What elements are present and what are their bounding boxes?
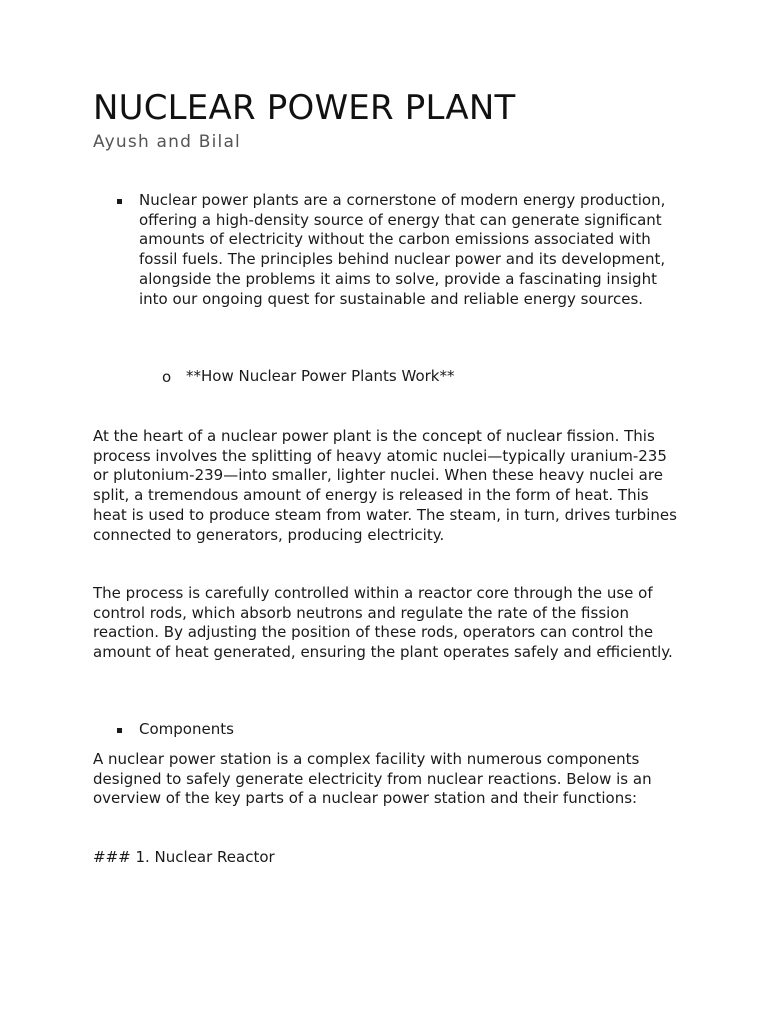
- paragraph-components: A nuclear power station is a complex facility with numerous components designed to safely generate electricity from nuclear reactions. Below is an overview of the key parts of a nuclear power station and their functions:: [93, 750, 652, 808]
- paragraph-fission: At the heart of a nuclear power plant is the concept of nuclear fission. This process involves the splitting of heavy atomic nuclei—typically uranium-235 or plutonium-239—into smaller, lighter nuclei. When these heavy nuclei are split, a tremendous amount of energy is released in the form of heat. This heat is used to produce steam from water. The steam, in turn, drives turbines connected to generators, producing electricity.: [93, 427, 677, 544]
- sub-bullet-text: **How Nuclear Power Plants Work**: [186, 367, 455, 385]
- paragraph-control: The process is carefully controlled within a reactor core through the use of control rods, which absorb neutrons and regulate the rate of the fission reaction. By adjusting the position of these rods, operators can control the amount of heat generated, ensuring the plant operates safely and efficiently.: [93, 584, 673, 662]
- section-heading: ### 1. Nuclear Reactor: [93, 848, 275, 866]
- sub-bullet-marker: o: [162, 368, 172, 386]
- square-bullet-icon: [117, 728, 122, 733]
- intro-bullet-text: Nuclear power plants are a cornerstone of modern energy production, offering a high-density source of energy that can generate significant amounts of electricity without the carbon emissions associated with fossil fuels. The principles behind nuclear power and its development, alongside the problems it aims to solve, provide a fascinating insight into our ongoing quest for sustainable and reliable energy sources.: [139, 191, 666, 308]
- document-authors: Ayush and Bilal: [93, 132, 241, 152]
- document-title: NUCLEAR POWER PLANT: [93, 88, 516, 128]
- square-bullet-icon: [117, 199, 122, 204]
- components-bullet-text: Components: [139, 720, 234, 738]
